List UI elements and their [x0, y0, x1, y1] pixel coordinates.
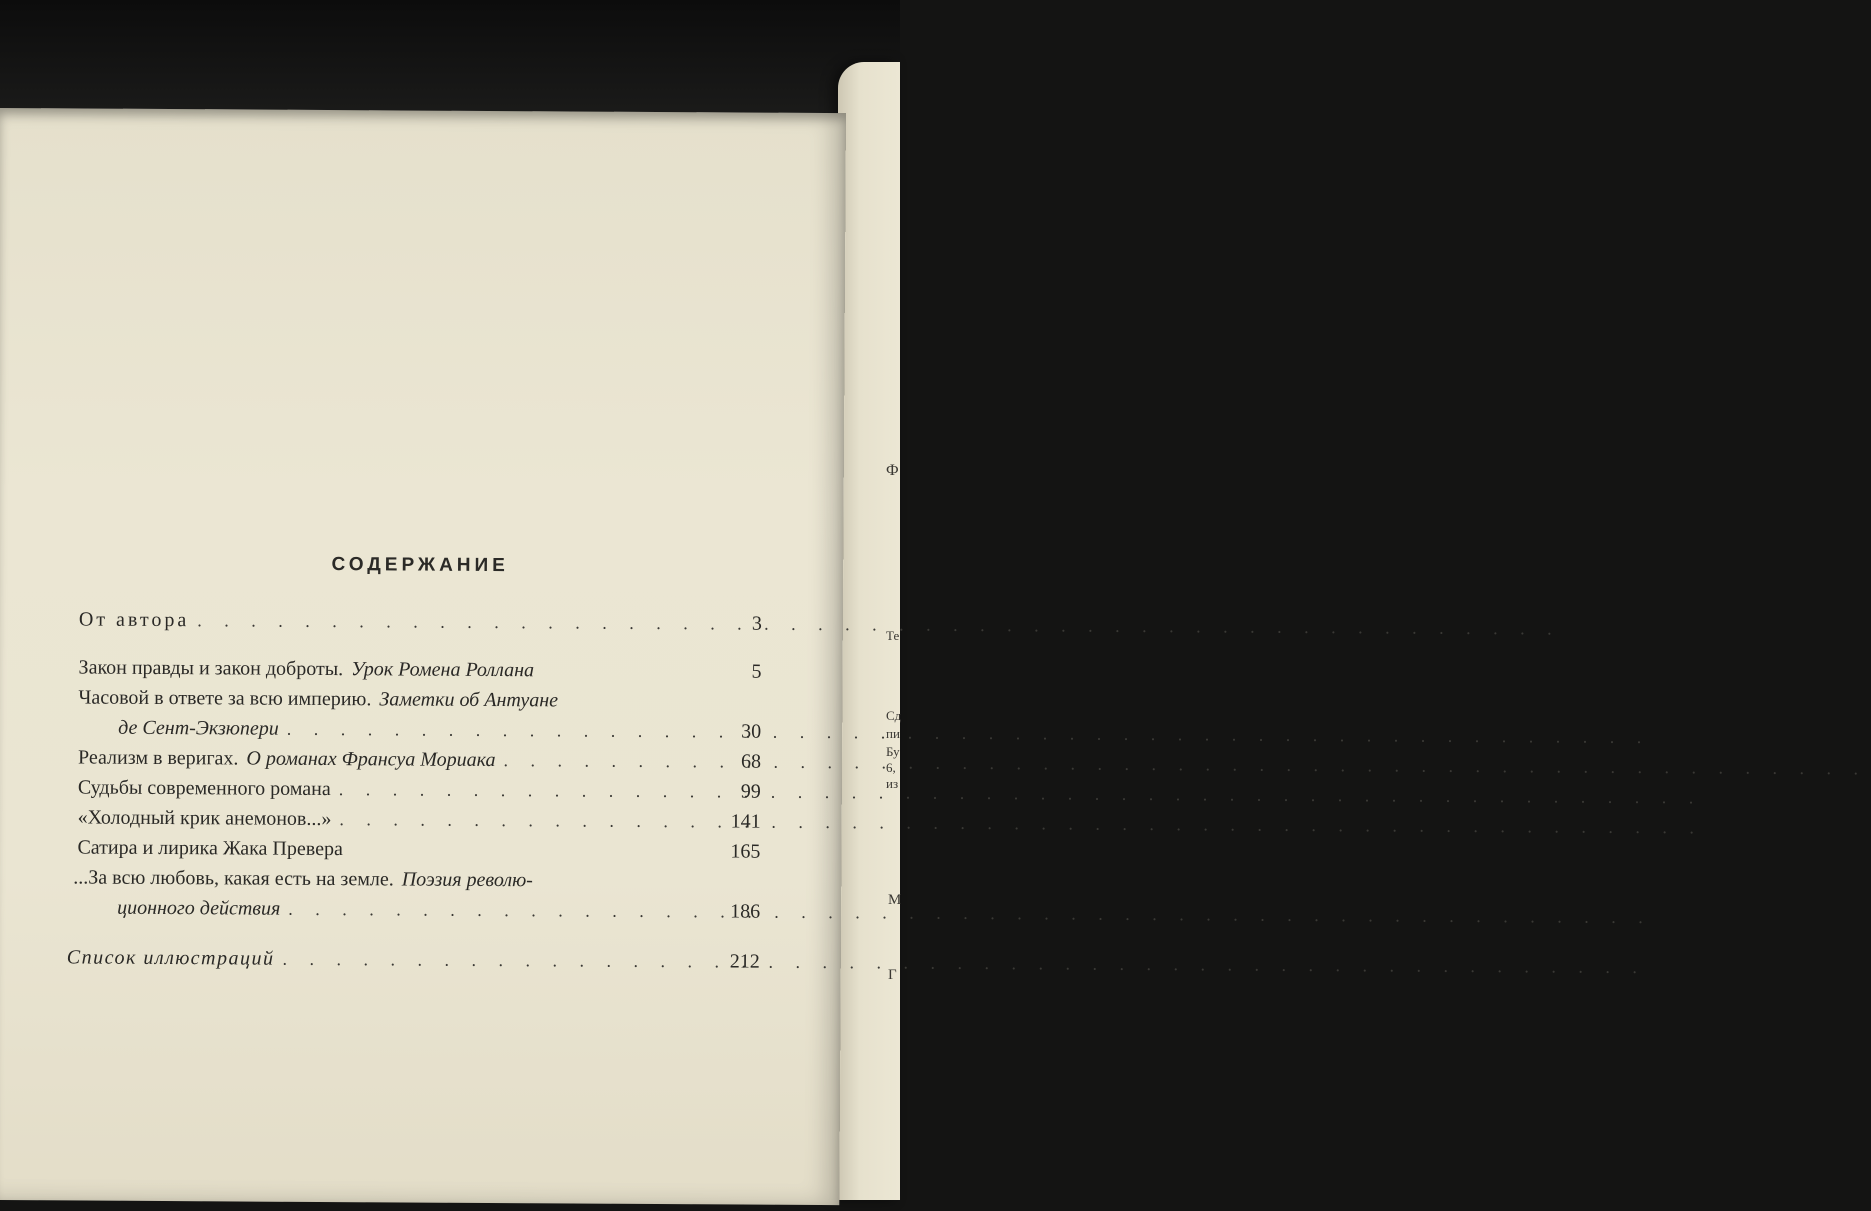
toc-entry	[78, 772, 761, 806]
leader-dots	[280, 894, 1652, 932]
toc-entry-continuation	[118, 713, 761, 747]
toc-entry-subtitle: ционного действия	[117, 896, 281, 920]
toc-entry-continuation	[117, 893, 760, 927]
toc-entry-page: 99	[740, 780, 761, 803]
toc-entry-page: 186	[730, 900, 761, 923]
toc-entry	[78, 682, 761, 716]
adjacent-page-fragment: 6,	[886, 760, 896, 775]
background-shadow	[0, 0, 900, 118]
adjacent-page-fragment: Г	[888, 967, 897, 983]
toc-heading: СОДЕРЖАНИЕ	[331, 554, 509, 577]
toc-entry-page: 68	[740, 750, 762, 773]
toc-entry-subtitle: Поэзия револю-	[401, 868, 533, 892]
toc-entry	[79, 604, 762, 638]
adjacent-page-fragment: из	[886, 776, 899, 791]
toc-entry-page: 30	[741, 720, 762, 743]
toc-entry-title: Список иллюстраций	[66, 946, 275, 970]
toc-entry-page: 141	[730, 810, 761, 833]
toc-entry-title: Судьбы современного романа	[77, 776, 331, 801]
toc-entry-page: 5	[751, 660, 762, 683]
adjacent-page-fragment: Сд	[886, 708, 902, 723]
toc-entry-page: 212	[729, 950, 760, 973]
leader-dots	[189, 605, 1561, 643]
adjacent-page-fragment: пи	[886, 726, 900, 741]
toc-entry-title: Сатира и лирика Жака Превера	[77, 836, 343, 861]
toc-entry	[77, 832, 760, 866]
table-of-contents	[0, 108, 846, 1205]
toc-entry-subtitle: О романах Франсуа Мориака	[246, 747, 496, 772]
toc-entry	[78, 742, 761, 776]
toc-entry-title: Реализм в веригах.	[77, 746, 239, 770]
toc-entry-page: 165	[730, 840, 761, 863]
toc-entry-title: От автора	[78, 608, 190, 632]
book-page	[0, 108, 846, 1205]
adjacent-page-fragment: М	[888, 892, 902, 908]
adjacent-page-fragment: Бу	[886, 744, 900, 759]
toc-entry-subtitle: Урок Ромена Роллана	[351, 658, 535, 682]
leader-dots	[274, 944, 1646, 982]
toc-entry-title: Закон правды и закон доброты.	[78, 656, 344, 681]
toc-entry	[67, 942, 760, 976]
toc-entry	[78, 802, 761, 836]
toc-entry-page: 3	[751, 612, 762, 635]
adjacent-page-fragment: Ф	[886, 462, 899, 479]
toc-entry-subtitle: Заметки об Антуане	[379, 688, 559, 712]
toc-entry	[73, 862, 760, 896]
toc-entry-title: Часовой в ответе за всю империю.	[78, 686, 372, 711]
adjacent-page-fragment: Те	[886, 628, 900, 643]
toc-entry	[78, 652, 761, 686]
toc-entry-subtitle: де Сент-Экзюпери	[118, 716, 279, 740]
toc-entry-title: ...За всю любовь, какая есть на земле.	[73, 866, 394, 891]
toc-entry-title: «Холодный крик анемонов...»	[77, 806, 332, 831]
